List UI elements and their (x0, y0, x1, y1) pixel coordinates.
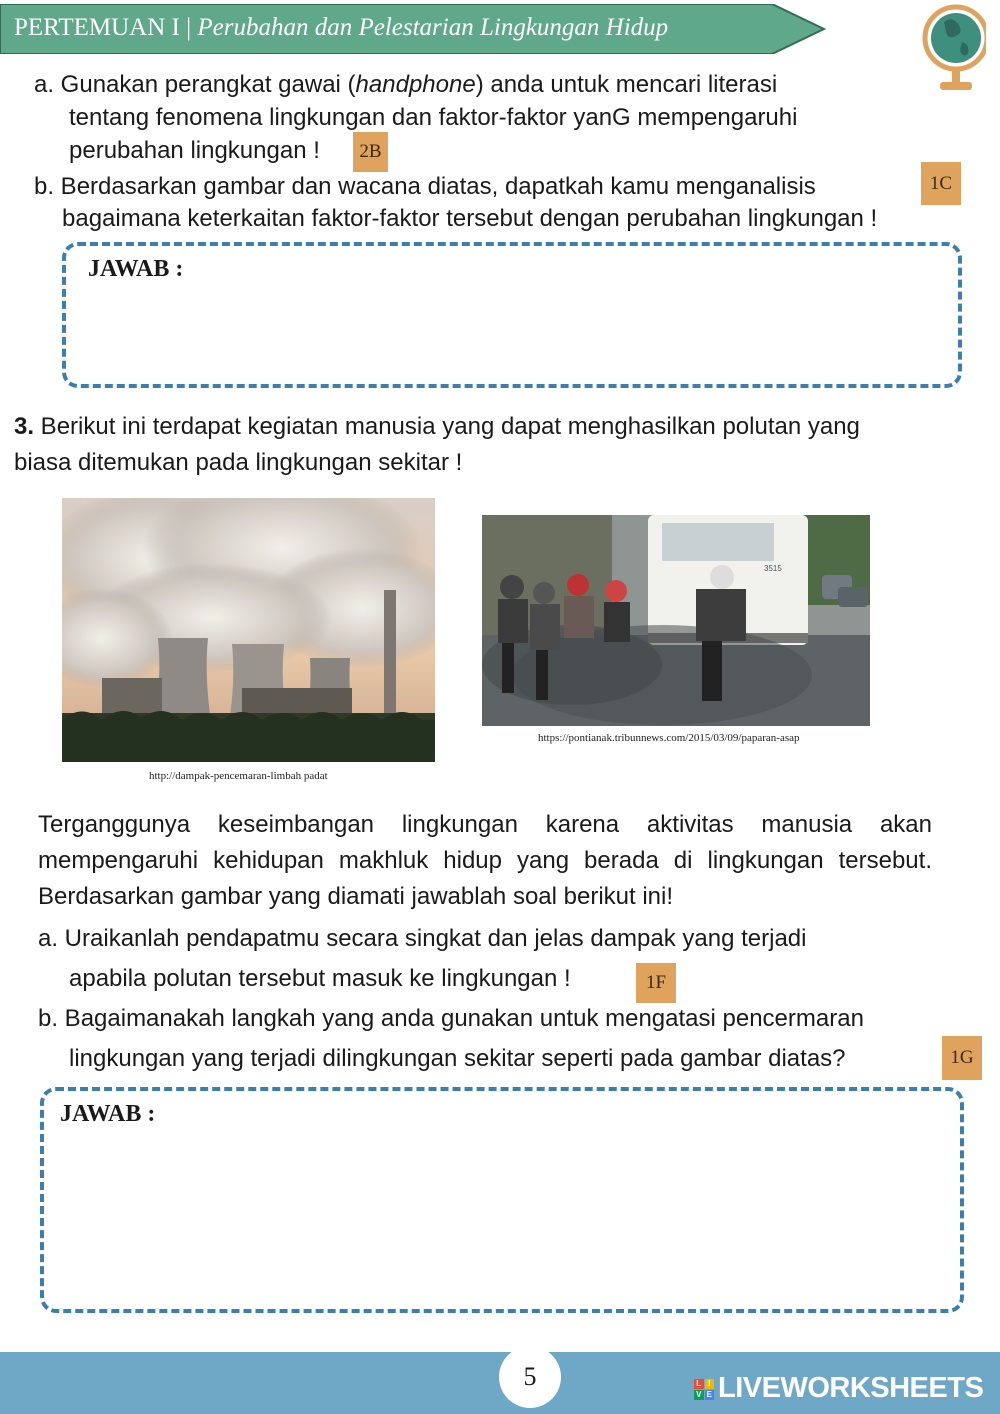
brand-name: LIVEWORKSHEETS (718, 1372, 984, 1404)
q2-a-line1: a. Gunakan perangkat gawai (handphone) anda untuk mencari literasi (34, 71, 778, 98)
banner-title (14, 14, 668, 42)
q2-b-line1: b. Berdasarkan gambar dan wacana diatas, dapatkah kamu menganalisis (34, 173, 816, 200)
badge-1c: 1C (921, 162, 961, 205)
q2-b-line2: bagaimana keterkaitan faktor-faktor tersebut dengan perubahan lingkungan ! (62, 205, 878, 232)
handphone-italic: handphone (355, 71, 476, 98)
liveworksheets-brand[interactable] (694, 1372, 983, 1405)
bus-number: 3515 (764, 564, 782, 573)
topic-title: Perubahan dan Pelestarian Lingkungan Hidup (197, 14, 669, 41)
q3-intro-line1: 3. Berikut ini terdapat kegiatan manusia yang dapat menghasilkan polutan yang (14, 413, 860, 440)
globe-icon (918, 2, 986, 94)
q2-a-line2: tentang fenomena lingkungan dan faktor-faktor yanG mempengaruhi (69, 104, 798, 131)
q3-paragraph: Terganggunya keseimbangan lingkungan karena aktivitas manusia akan mempengaruhi kehidupan makhluk hidup yang berada di lingkungan tersebut. Berdasarkan gambar yang diamati jawablah soal berikut ini! (38, 811, 932, 910)
meeting-label: PERTEMUAN I | (14, 14, 192, 41)
badge-1g: 1G (942, 1036, 982, 1080)
q3-a-line1: a. Uraikanlah pendapatmu secara singkat dan jelas dampak yang terjadi (38, 925, 807, 952)
q3-a-line2: apabila polutan tersebut masuk ke lingkungan ! (69, 965, 571, 992)
q3-intro-line2: biasa ditemukan pada lingkungan sekitar ! (14, 449, 463, 476)
answer-box-1[interactable] (62, 242, 962, 388)
traffic-image-caption: https://pontianak.tribunnews.com/2015/03/09/paparan-asap (538, 732, 800, 744)
q3-b-line2: lingkungan yang terjadi dilingkungan sekitar seperti pada gambar diatas? (69, 1045, 846, 1072)
answer-label-2: JAWAB : (60, 1101, 156, 1127)
answer-label-1: JAWAB : (88, 256, 184, 282)
header-banner (0, 4, 826, 54)
q3-b-line1: b. Bagaimanakah langkah yang anda gunakan untuk mengatasi pencermaran (38, 1005, 864, 1032)
badge-1f: 1F (636, 963, 676, 1003)
page-number: 5 (499, 1346, 561, 1408)
badge-2b: 2B (353, 132, 388, 172)
answer-box-2[interactable] (40, 1087, 964, 1313)
q2-a-line3: perubahan lingkungan ! (69, 137, 320, 164)
factory-image-caption: http://dampak-pencemaran-limbah padat (149, 770, 328, 782)
factory-pollution-image (62, 498, 435, 762)
traffic-pollution-image (482, 515, 870, 726)
liveworksheets-logo-icon: L I V E (694, 1379, 714, 1399)
q3-number: 3. (14, 413, 35, 440)
